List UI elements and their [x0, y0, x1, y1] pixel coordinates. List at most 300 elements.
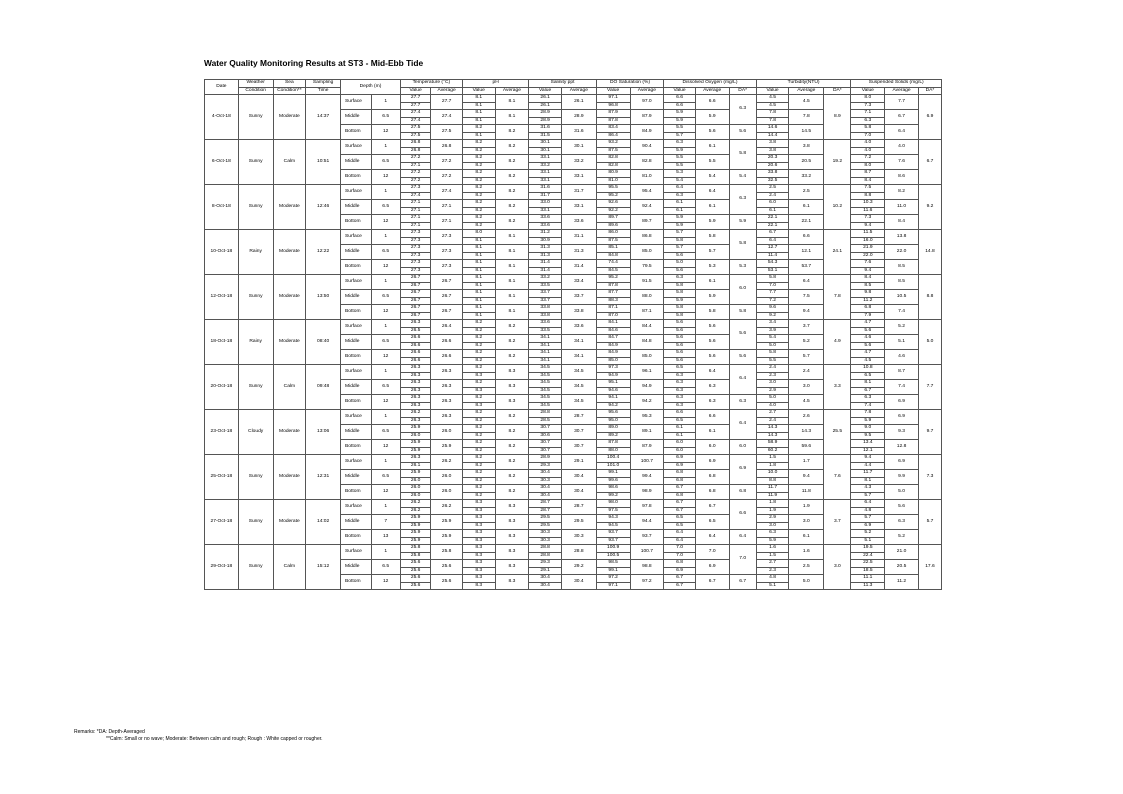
- depth-level-label: Surface: [341, 365, 371, 380]
- weather-cell: Sunny: [238, 95, 273, 140]
- suspended-solids-value: 8.7: [851, 170, 885, 178]
- temperature-value: 26.1: [400, 462, 430, 470]
- salinity-average: 33.6: [561, 320, 596, 335]
- temperature-average: 26.2: [431, 500, 463, 515]
- suspended-solids-value: 21.9: [851, 245, 885, 253]
- turbidity-value: 2.9: [756, 387, 789, 395]
- temperature-value: 27.2: [400, 177, 430, 185]
- table-body: [205, 95, 942, 590]
- turbidity-average: 20.5: [789, 155, 824, 170]
- turbidity-value: 6.1: [756, 207, 789, 215]
- ph-value: 8.3: [462, 560, 495, 568]
- turbidity-average: 7.5: [789, 290, 824, 305]
- date-cell: 18-Oct-18: [205, 320, 239, 365]
- temperature-value: 26.0: [400, 492, 430, 500]
- ph-value: 8.1: [462, 95, 495, 103]
- temperature-average: 27.7: [431, 95, 463, 110]
- salinity-value: 30.3: [529, 530, 562, 538]
- ph-value: 8.2: [462, 395, 495, 403]
- temperature-average: 26.0: [431, 485, 463, 500]
- suspended-solids-average: 5.1: [885, 335, 919, 350]
- salinity-value: 34.1: [529, 350, 562, 358]
- do-saturation-value: 87.8: [596, 440, 630, 448]
- ph-average: 8.1: [495, 245, 529, 260]
- turbidity-value: 2.4: [756, 365, 789, 373]
- temperature-value: 25.9: [400, 537, 430, 545]
- turbidity-value: 4.5: [756, 95, 789, 103]
- ph-value: 8.2: [462, 207, 495, 215]
- sea-condition-cell: Moderate: [273, 500, 306, 545]
- turbidity-value: 20.3: [756, 155, 789, 163]
- suspended-solids-average: 8.6: [885, 170, 919, 185]
- dissolved-oxygen-value: 5.9: [664, 147, 696, 155]
- suspended-solids-value: 5.7: [851, 515, 885, 523]
- depth-value: 6.5: [371, 110, 400, 125]
- ph-value: 8.2: [462, 447, 495, 455]
- temperature-value: 25.6: [400, 567, 430, 575]
- suspended-solids-average: 6.9: [885, 410, 919, 425]
- suspended-solids-da: 8.8: [918, 275, 941, 320]
- sea-condition-cell: Calm: [273, 140, 306, 185]
- salinity-value: 31.6: [529, 125, 562, 133]
- suspended-solids-average: 9.9: [885, 470, 919, 485]
- ph-average: 8.3: [495, 380, 529, 395]
- salinity-average: 33.7: [561, 290, 596, 305]
- temperature-value: 26.3: [400, 320, 430, 328]
- ph-value: 8.2: [462, 440, 495, 448]
- table-row: [205, 140, 942, 148]
- salinity-average: 34.1: [561, 335, 596, 350]
- weather-cell: Sunny: [238, 185, 273, 230]
- do-saturation-average: 86.8: [630, 230, 664, 245]
- table-row: [205, 275, 942, 283]
- table-row: [205, 365, 942, 373]
- do-saturation-average: 89.7: [630, 215, 664, 230]
- dissolved-oxygen-value: 6.3: [664, 192, 696, 200]
- salinity-average: 26.1: [561, 95, 596, 110]
- temperature-value: 26.0: [400, 432, 430, 440]
- ph-value: 8.2: [462, 177, 495, 185]
- temperature-average: 27.1: [431, 200, 463, 215]
- header-average: Average: [495, 87, 529, 95]
- salinity-value: 31.3: [529, 245, 562, 253]
- suspended-solids-average: 7.4: [885, 380, 919, 395]
- depth-value: 12: [371, 440, 400, 455]
- dissolved-oxygen-value: 6.7: [664, 575, 696, 583]
- suspended-solids-value: 13.4: [851, 440, 885, 448]
- ph-value: 8.2: [462, 432, 495, 440]
- do-saturation-value: 95.5: [596, 185, 630, 193]
- do-saturation-value: 94.5: [596, 522, 630, 530]
- dissolved-oxygen-value: 5.3: [664, 170, 696, 178]
- date-cell: 4-Oct-18: [205, 95, 239, 140]
- do-saturation-value: 89.0: [596, 425, 630, 433]
- sea-condition-cell: Moderate: [273, 275, 306, 320]
- dissolved-oxygen-value: 6.5: [664, 417, 696, 425]
- salinity-average: 34.5: [561, 380, 596, 395]
- depth-level-label: Bottom: [341, 125, 371, 140]
- dissolved-oxygen-average: 6.9: [695, 560, 729, 575]
- do-saturation-average: 91.5: [630, 275, 664, 290]
- suspended-solids-value: 22.5: [851, 560, 885, 568]
- turbidity-average: 1.9: [789, 500, 824, 515]
- ph-value: 8.2: [462, 222, 495, 230]
- temperature-value: 26.6: [400, 335, 430, 343]
- dissolved-oxygen-value: 7.0: [664, 545, 696, 553]
- temperature-average: 26.6: [431, 350, 463, 365]
- salinity-value: 28.9: [529, 117, 562, 125]
- dissolved-oxygen-value: 5.7: [664, 132, 696, 140]
- dissolved-oxygen-da: 6.3: [729, 95, 756, 125]
- dissolved-oxygen-average: 6.3: [695, 380, 729, 395]
- ph-value: 8.1: [462, 132, 495, 140]
- depth-value: 1: [371, 410, 400, 425]
- weather-cell: Sunny: [238, 545, 273, 590]
- turbidity-value: 5.0: [756, 395, 789, 403]
- do-saturation-value: 101.0: [596, 462, 630, 470]
- temperature-value: 25.9: [400, 447, 430, 455]
- suspended-solids-value: 11.1: [851, 575, 885, 583]
- depth-value: 12: [371, 215, 400, 230]
- do-saturation-value: 99.6: [596, 477, 630, 485]
- dissolved-oxygen-value: 6.1: [664, 207, 696, 215]
- table-row: [205, 95, 942, 103]
- depth-level-label: Bottom: [341, 350, 371, 365]
- suspended-solids-average: 5.0: [885, 485, 919, 500]
- turbidity-average: 3.0: [789, 380, 824, 395]
- dissolved-oxygen-value: 5.6: [664, 320, 696, 328]
- temperature-average: 27.1: [431, 215, 463, 230]
- temperature-value: 26.7: [400, 312, 430, 320]
- ph-value: 8.3: [462, 537, 495, 545]
- temperature-value: 27.1: [400, 162, 430, 170]
- dissolved-oxygen-value: 5.9: [664, 297, 696, 305]
- temperature-average: 26.3: [431, 395, 463, 410]
- dissolved-oxygen-bottom-da: 6.8: [729, 485, 756, 500]
- ph-average: 8.1: [495, 110, 529, 125]
- temperature-average: 27.4: [431, 110, 463, 125]
- suspended-solids-average: 8.5: [885, 260, 919, 275]
- dissolved-oxygen-value: 5.6: [664, 342, 696, 350]
- ph-value: 8.2: [462, 320, 495, 328]
- dissolved-oxygen-value: 6.0: [664, 440, 696, 448]
- do-saturation-value: 82.8: [596, 162, 630, 170]
- turbidity-value: 3.0: [756, 522, 789, 530]
- suspended-solids-average: 8.2: [885, 185, 919, 200]
- dissolved-oxygen-average: 6.1: [695, 140, 729, 155]
- do-saturation-value: 95.1: [596, 380, 630, 388]
- do-saturation-average: 100.7: [630, 545, 664, 560]
- salinity-value: 30.4: [529, 492, 562, 500]
- header-average: Average: [431, 87, 463, 95]
- ph-average: 8.3: [495, 575, 529, 590]
- suspended-solids-average: 6.7: [885, 110, 919, 125]
- ph-average: 8.2: [495, 335, 529, 350]
- header-weather-1: Weather: [238, 80, 273, 88]
- salinity-average: 33.4: [561, 275, 596, 290]
- depth-value: 12: [371, 260, 400, 275]
- do-saturation-average: 81.0: [630, 170, 664, 185]
- salinity-average: 33.8: [561, 305, 596, 320]
- temperature-value: 27.7: [400, 102, 430, 110]
- dissolved-oxygen-value: 6.0: [664, 447, 696, 455]
- turbidity-average: 11.8: [789, 485, 824, 500]
- temperature-value: 26.2: [400, 410, 430, 418]
- suspended-solids-value: 11.5: [851, 230, 885, 238]
- turbidity-value: 1.5: [756, 455, 789, 463]
- do-saturation-value: 95.0: [596, 417, 630, 425]
- do-saturation-value: 97.5: [596, 507, 630, 515]
- turbidity-average: 9.4: [789, 305, 824, 320]
- dissolved-oxygen-average: 6.6: [695, 410, 729, 425]
- salinity-average: 34.1: [561, 350, 596, 365]
- depth-value: 1: [371, 500, 400, 515]
- salinity-value: 28.8: [529, 410, 562, 418]
- turbidity-average: 6.1: [789, 530, 824, 545]
- turbidity-average: 3.7: [789, 320, 824, 335]
- turbidity-value: 2.7: [756, 560, 789, 568]
- ph-value: 8.1: [462, 290, 495, 298]
- suspended-solids-value: 22.4: [851, 552, 885, 560]
- turbidity-average: 14.5: [789, 125, 824, 140]
- do-saturation-average: 94.4: [630, 515, 664, 530]
- suspended-solids-average: 9.3: [885, 425, 919, 440]
- temperature-average: 26.2: [431, 455, 463, 470]
- dissolved-oxygen-average: 5.7: [695, 245, 729, 260]
- ph-value: 8.2: [462, 350, 495, 358]
- salinity-average: 31.1: [561, 230, 596, 245]
- turbidity-value: 2.3: [756, 567, 789, 575]
- ph-average: 8.2: [495, 350, 529, 365]
- sampling-time-cell: 09:48: [306, 365, 341, 410]
- suspended-solids-value: 8.1: [851, 477, 885, 485]
- ph-average: 8.1: [495, 290, 529, 305]
- dissolved-oxygen-value: 6.3: [664, 140, 696, 148]
- date-cell: 29-Oct-18: [205, 545, 239, 590]
- temperature-value: 26.3: [400, 372, 430, 380]
- dissolved-oxygen-value: 6.5: [664, 365, 696, 373]
- ph-value: 8.1: [462, 110, 495, 118]
- dissolved-oxygen-value: 5.6: [664, 252, 696, 260]
- salinity-value: 33.1: [529, 207, 562, 215]
- ph-value: 8.1: [462, 260, 495, 268]
- salinity-value: 33.6: [529, 215, 562, 223]
- ph-average: 8.3: [495, 365, 529, 380]
- dissolved-oxygen-value: 5.8: [664, 282, 696, 290]
- dissolved-oxygen-value: 5.5: [664, 155, 696, 163]
- do-saturation-average: 87.1: [630, 305, 664, 320]
- do-saturation-value: 88.3: [596, 297, 630, 305]
- do-saturation-value: 97.1: [596, 582, 630, 590]
- sampling-time-cell: 13:50: [306, 275, 341, 320]
- temperature-value: 26.6: [400, 342, 430, 350]
- turbidity-da: 10.2: [824, 185, 851, 230]
- dissolved-oxygen-value: 5.6: [664, 335, 696, 343]
- suspended-solids-average: 5.2: [885, 320, 919, 335]
- depth-value: 6.5: [371, 245, 400, 260]
- temperature-value: 26.2: [400, 507, 430, 515]
- dissolved-oxygen-average: 5.8: [695, 230, 729, 245]
- sampling-time-cell: 14:37: [306, 95, 341, 140]
- do-saturation-value: 94.1: [596, 395, 630, 403]
- turbidity-value: 7.2: [756, 297, 789, 305]
- header-weather-2: Condition: [238, 87, 273, 95]
- remarks: [74, 729, 323, 742]
- dissolved-oxygen-average: 6.6: [695, 95, 729, 110]
- ph-value: 8.2: [462, 140, 495, 148]
- turbidity-average: 6.6: [789, 230, 824, 245]
- turbidity-value: 2.7: [756, 410, 789, 418]
- turbidity-value: 5.0: [756, 342, 789, 350]
- temperature-value: 25.9: [400, 470, 430, 478]
- salinity-value: 31.2: [529, 230, 562, 238]
- do-saturation-value: 94.3: [596, 515, 630, 523]
- do-saturation-average: 84.8: [630, 335, 664, 350]
- suspended-solids-value: 7.8: [851, 410, 885, 418]
- sampling-time-cell: 10:51: [306, 140, 341, 185]
- do-saturation-average: 97.2: [630, 575, 664, 590]
- dissolved-oxygen-value: 6.4: [664, 537, 696, 545]
- suspended-solids-value: 7.2: [851, 155, 885, 163]
- suspended-solids-value: 8.0: [851, 95, 885, 103]
- table-row: [205, 230, 942, 238]
- ph-average: 8.3: [495, 500, 529, 515]
- do-saturation-average: 98.8: [630, 560, 664, 575]
- dissolved-oxygen-da: 6.3: [729, 185, 756, 215]
- turbidity-value: 7.7: [756, 290, 789, 298]
- weather-cell: Sunny: [238, 140, 273, 185]
- turbidity-value: 14.6: [756, 125, 789, 133]
- dissolved-oxygen-bottom-da: 5.9: [729, 215, 756, 230]
- salinity-value: 34.5: [529, 365, 562, 373]
- do-saturation-value: 99.2: [596, 492, 630, 500]
- date-cell: 8-Oct-18: [205, 185, 239, 230]
- salinity-value: 34.5: [529, 372, 562, 380]
- depth-value: 13: [371, 530, 400, 545]
- sea-condition-cell: Moderate: [273, 95, 306, 140]
- temperature-value: 25.9: [400, 440, 430, 448]
- turbidity-value: 2.5: [756, 185, 789, 193]
- temperature-value: 25.9: [400, 530, 430, 538]
- ph-value: 8.1: [462, 252, 495, 260]
- salinity-average: 31.6: [561, 125, 596, 140]
- do-saturation-average: 87.9: [630, 440, 664, 455]
- dissolved-oxygen-average: 6.1: [695, 425, 729, 440]
- depth-level-label: Surface: [341, 275, 371, 290]
- depth-level-label: Middle: [341, 425, 371, 440]
- salinity-value: 29.5: [529, 515, 562, 523]
- turbidity-da: 25.5: [824, 410, 851, 455]
- turbidity-da: 3.0: [824, 545, 851, 590]
- temperature-value: 26.0: [400, 485, 430, 493]
- dissolved-oxygen-average: 5.6: [695, 125, 729, 140]
- ph-average: 8.1: [495, 230, 529, 245]
- ph-value: 8.3: [462, 575, 495, 583]
- turbidity-value: 4.8: [756, 575, 789, 583]
- turbidity-average: 5.2: [789, 335, 824, 350]
- temperature-value: 26.3: [400, 387, 430, 395]
- sampling-time-cell: 12:46: [306, 185, 341, 230]
- suspended-solids-value: 5.8: [851, 125, 885, 133]
- do-saturation-average: 98.9: [630, 485, 664, 500]
- turbidity-average: 7.8: [789, 110, 824, 125]
- dissolved-oxygen-average: 5.4: [695, 170, 729, 185]
- turbidity-average: 1.7: [789, 455, 824, 470]
- suspended-solids-value: 9.5: [851, 432, 885, 440]
- salinity-average: 30.4: [561, 470, 596, 485]
- turbidity-value: 12.7: [756, 245, 789, 253]
- depth-level-label: Surface: [341, 185, 371, 200]
- do-saturation-value: 87.1: [596, 305, 630, 313]
- suspended-solids-value: 6.9: [851, 522, 885, 530]
- salinity-average: 28.9: [561, 110, 596, 125]
- ph-value: 8.3: [462, 567, 495, 575]
- turbidity-value: 1.9: [756, 507, 789, 515]
- ph-average: 8.2: [495, 200, 529, 215]
- ph-average: 8.2: [495, 485, 529, 500]
- salinity-average: 29.2: [561, 560, 596, 575]
- weather-cell: Sunny: [238, 500, 273, 545]
- turbidity-value: 2.9: [756, 515, 789, 523]
- salinity-value: 34.5: [529, 387, 562, 395]
- temperature-value: 27.4: [400, 117, 430, 125]
- header-value: Value: [664, 87, 696, 95]
- turbidity-value: 22.1: [756, 215, 789, 223]
- do-saturation-value: 86.0: [596, 230, 630, 238]
- temperature-value: 27.1: [400, 207, 430, 215]
- ph-value: 8.3: [462, 372, 495, 380]
- suspended-solids-value: 4.3: [851, 485, 885, 493]
- depth-value: 12: [371, 485, 400, 500]
- dissolved-oxygen-average: 6.9: [695, 455, 729, 470]
- temperature-average: 25.8: [431, 545, 463, 560]
- suspended-solids-da: 5.7: [918, 500, 941, 545]
- dissolved-oxygen-bottom-da: 6.0: [729, 440, 756, 455]
- turbidity-da: 7.6: [824, 455, 851, 500]
- salinity-value: 31.3: [529, 252, 562, 260]
- do-saturation-value: 87.8: [596, 282, 630, 290]
- suspended-solids-da: 9.7: [918, 410, 941, 455]
- do-saturation-value: 80.9: [596, 170, 630, 178]
- temperature-value: 26.3: [400, 365, 430, 373]
- ph-value: 8.1: [462, 267, 495, 275]
- depth-value: 12: [371, 170, 400, 185]
- do-saturation-value: 84.8: [596, 252, 630, 260]
- dissolved-oxygen-value: 5.7: [664, 245, 696, 253]
- ph-average: 8.3: [495, 395, 529, 410]
- do-saturation-value: 93.7: [596, 537, 630, 545]
- turbidity-value: 54.3: [756, 260, 789, 268]
- header-temperature: Temperature (°C): [400, 80, 462, 88]
- ph-value: 8.3: [462, 522, 495, 530]
- do-saturation-average: 87.9: [630, 110, 664, 125]
- ph-average: 8.2: [495, 140, 529, 155]
- suspended-solids-average: 4.0: [885, 140, 919, 155]
- do-saturation-average: 100.7: [630, 455, 664, 470]
- depth-level-label: Bottom: [341, 485, 371, 500]
- dissolved-oxygen-average: 6.5: [695, 515, 729, 530]
- dissolved-oxygen-value: 6.8: [664, 560, 696, 568]
- salinity-value: 28.8: [529, 545, 562, 553]
- remarks-line-2: **Calm: Small or no wave; Moderate: Between calm and rough; Rough : White capped or rougher.: [106, 735, 323, 742]
- temperature-average: 25.9: [431, 515, 463, 530]
- salinity-value: 31.4: [529, 260, 562, 268]
- turbidity-value: 14.3: [756, 432, 789, 440]
- do-saturation-average: 94.2: [630, 395, 664, 410]
- suspended-solids-value: 4.0: [851, 140, 885, 148]
- sea-condition-cell: Moderate: [273, 455, 306, 500]
- temperature-average: 26.0: [431, 425, 463, 440]
